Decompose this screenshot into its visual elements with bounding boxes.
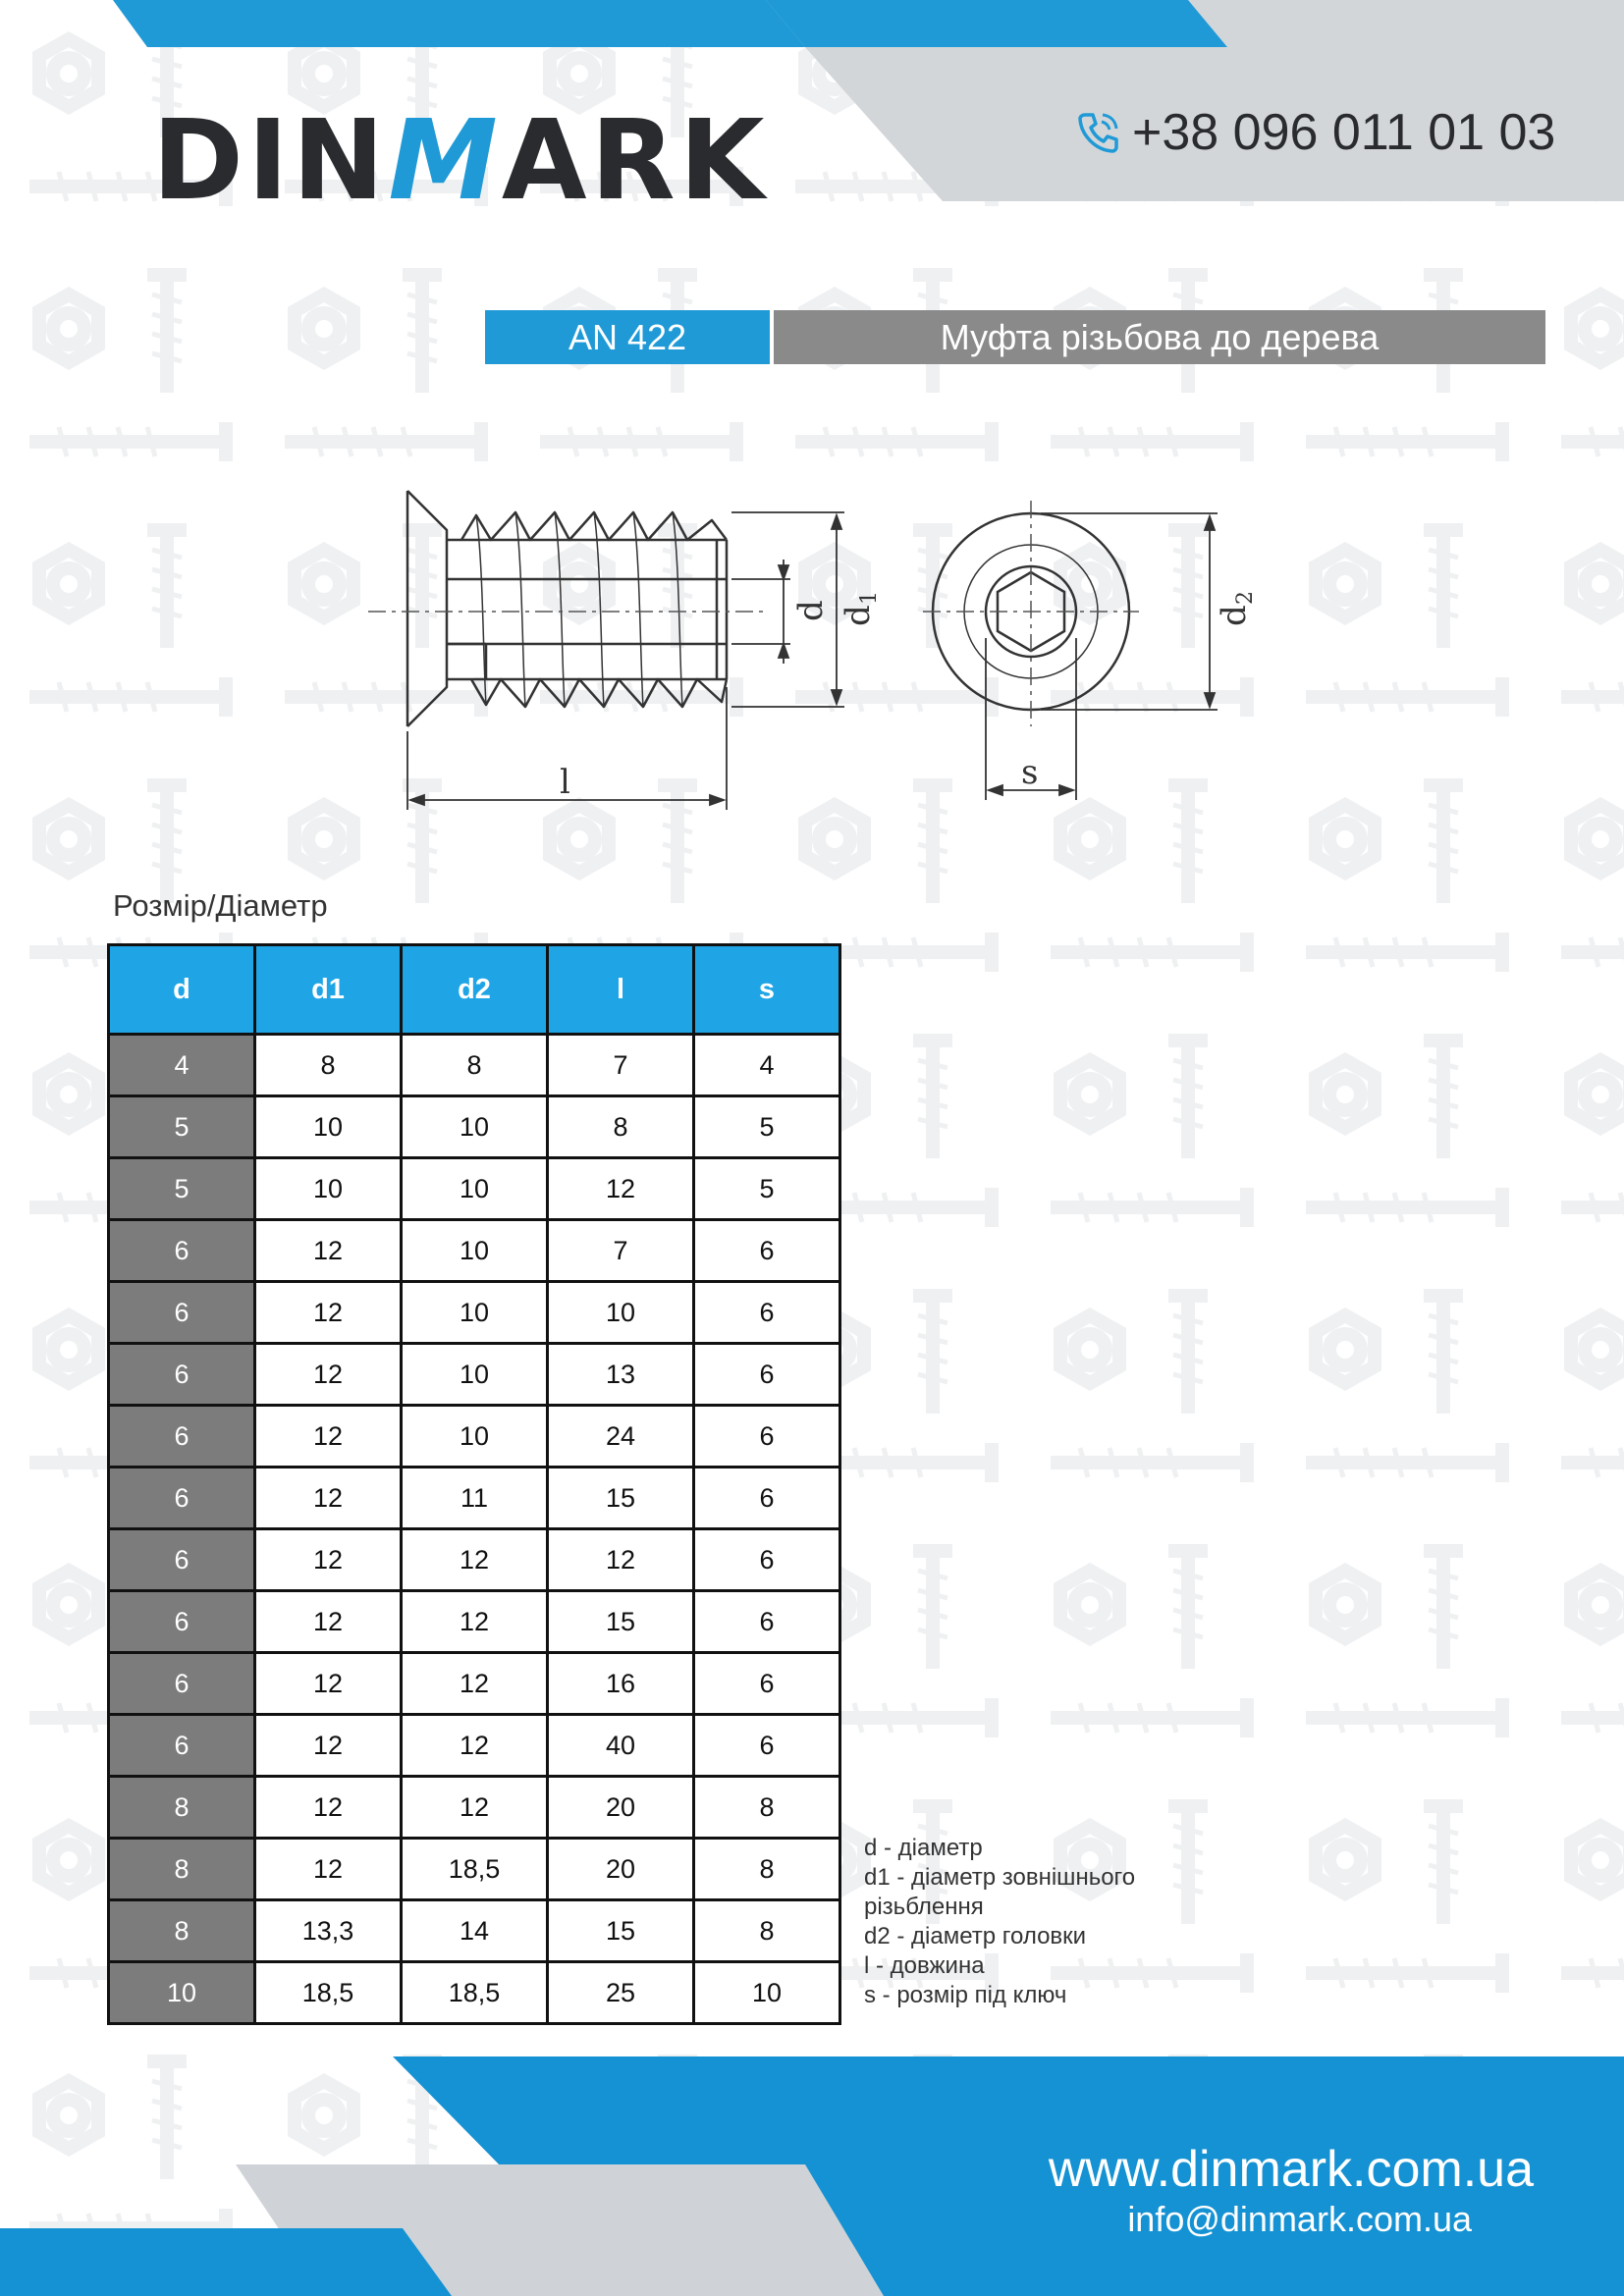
technical-drawing	[353, 461, 1258, 834]
table-cell-s: 6	[694, 1282, 840, 1344]
table-cell-d: 8	[109, 1839, 255, 1900]
table-cell-s: 6	[694, 1715, 840, 1777]
table-cell-s: 8	[694, 1777, 840, 1839]
column-header: d1	[255, 945, 402, 1035]
table-cell-l: 15	[548, 1468, 694, 1529]
table-cell-s: 8	[694, 1900, 840, 1962]
phone-icon	[1075, 109, 1122, 156]
dim-label-d2: d	[1215, 605, 1254, 626]
table-cell-d2: 10	[402, 1406, 548, 1468]
table-cell-d: 6	[109, 1344, 255, 1406]
table-cell-s: 6	[694, 1529, 840, 1591]
table-cell-d: 6	[109, 1220, 255, 1282]
table-cell-l: 24	[548, 1406, 694, 1468]
table-cell-s: 6	[694, 1406, 840, 1468]
table-row	[109, 1839, 840, 1900]
table-cell-d: 10	[109, 1962, 255, 2024]
table-cell-s: 6	[694, 1468, 840, 1529]
column-header: l	[548, 945, 694, 1035]
legend	[864, 1834, 1198, 2010]
table-cell-s: 5	[694, 1158, 840, 1220]
table-cell-l: 7	[548, 1220, 694, 1282]
column-header: d	[109, 945, 255, 1035]
table-cell-s: 6	[694, 1653, 840, 1715]
email-link[interactable]: info@dinmark.com.ua	[1127, 2199, 1472, 2239]
legend-item: d1 - діаметр зовнішнього різьблення	[864, 1864, 1136, 1920]
table-cell-d1: 13,3	[255, 1900, 402, 1962]
legend-item: l - довжина	[864, 1952, 985, 1979]
table-cell-d2: 12	[402, 1529, 548, 1591]
table-cell-l: 8	[548, 1096, 694, 1158]
table-cell-d2: 12	[402, 1777, 548, 1839]
table-cell-s: 4	[694, 1035, 840, 1096]
table-cell-d: 5	[109, 1096, 255, 1158]
legend-item: s - розмір під ключ	[864, 1982, 1067, 2008]
phone-number: +38 096 011 01 03	[1132, 104, 1556, 161]
table-cell-d: 8	[109, 1777, 255, 1839]
table-row	[109, 1344, 840, 1406]
table-cell-d: 6	[109, 1529, 255, 1591]
table-cell-l: 7	[548, 1035, 694, 1096]
website-link[interactable]: www.dinmark.com.ua	[1048, 2141, 1534, 2198]
product-code: AN 422	[485, 310, 770, 364]
dim-label-s: s	[1021, 753, 1039, 792]
dim-label-d: d	[791, 600, 831, 621]
column-header: d2	[402, 945, 548, 1035]
table-cell-s: 10	[694, 1962, 840, 2024]
dim-label-l: l	[560, 763, 570, 802]
table-row	[109, 1468, 840, 1529]
legend-item: d2 - діаметр головки	[864, 1923, 1087, 1949]
table-cell-d1: 12	[255, 1529, 402, 1591]
table-cell-d: 6	[109, 1282, 255, 1344]
table-cell-d2: 18,5	[402, 1962, 548, 2024]
table-cell-s: 8	[694, 1839, 840, 1900]
table-row	[109, 1096, 840, 1158]
table-cell-d: 6	[109, 1715, 255, 1777]
table-row	[109, 1529, 840, 1591]
table-row	[109, 1653, 840, 1715]
table-cell-d: 5	[109, 1158, 255, 1220]
table-cell-d1: 12	[255, 1406, 402, 1468]
table-cell-d1: 18,5	[255, 1962, 402, 2024]
table-cell-d2: 11	[402, 1468, 548, 1529]
table-cell-d1: 12	[255, 1715, 402, 1777]
table-row	[109, 1158, 840, 1220]
table-cell-d2: 12	[402, 1715, 548, 1777]
table-cell-d2: 18,5	[402, 1839, 548, 1900]
table-cell-d1: 12	[255, 1653, 402, 1715]
table-cell-d: 8	[109, 1900, 255, 1962]
table-cell-l: 16	[548, 1653, 694, 1715]
dimension-table	[107, 943, 841, 2025]
table-cell-d1: 12	[255, 1468, 402, 1529]
table-cell-d2: 12	[402, 1591, 548, 1653]
table-cell-d2: 10	[402, 1220, 548, 1282]
table-cell-l: 15	[548, 1900, 694, 1962]
table-row	[109, 1282, 840, 1344]
table-cell-l: 20	[548, 1839, 694, 1900]
table-cell-d2: 10	[402, 1282, 548, 1344]
table-header-row	[109, 945, 840, 1035]
table-cell-l: 12	[548, 1529, 694, 1591]
table-cell-s: 5	[694, 1096, 840, 1158]
table-cell-d: 6	[109, 1653, 255, 1715]
table-row	[109, 1715, 840, 1777]
table-cell-s: 6	[694, 1344, 840, 1406]
table-cell-d1: 8	[255, 1035, 402, 1096]
table-cell-d: 4	[109, 1035, 255, 1096]
table-cell-d1: 12	[255, 1344, 402, 1406]
table-cell-d2: 10	[402, 1344, 548, 1406]
dim-label-d1-sub: 1	[857, 591, 882, 605]
table-cell-d1: 12	[255, 1282, 402, 1344]
table-cell-d1: 12	[255, 1591, 402, 1653]
table-cell-d: 6	[109, 1591, 255, 1653]
table-cell-d2: 10	[402, 1158, 548, 1220]
phone-block[interactable]	[1075, 103, 1555, 162]
table-cell-d1: 12	[255, 1220, 402, 1282]
table-cell-l: 15	[548, 1591, 694, 1653]
column-header: s	[694, 945, 840, 1035]
table-row	[109, 1220, 840, 1282]
table-row	[109, 1777, 840, 1839]
dinmark-logo: DINMARK	[152, 97, 769, 225]
table-cell-d1: 10	[255, 1158, 402, 1220]
legend-item: d - діаметр	[864, 1835, 983, 1861]
table-cell-d2: 10	[402, 1096, 548, 1158]
product-name: Муфта різьбова до дерева	[774, 310, 1545, 364]
table-cell-d1: 12	[255, 1839, 402, 1900]
table-cell-d2: 12	[402, 1653, 548, 1715]
table-row	[109, 1035, 840, 1096]
table-caption: Розмір/Діаметр	[113, 888, 328, 923]
table-cell-d: 6	[109, 1406, 255, 1468]
table-cell-d: 6	[109, 1468, 255, 1529]
table-row	[109, 1962, 840, 2024]
dim-label-d1: d	[839, 605, 878, 626]
table-row	[109, 1406, 840, 1468]
table-cell-s: 6	[694, 1220, 840, 1282]
dim-label-d2-sub: 2	[1233, 591, 1258, 605]
table-cell-l: 10	[548, 1282, 694, 1344]
table-cell-l: 12	[548, 1158, 694, 1220]
table-row	[109, 1900, 840, 1962]
table-cell-s: 6	[694, 1591, 840, 1653]
table-cell-l: 20	[548, 1777, 694, 1839]
table-cell-d2: 14	[402, 1900, 548, 1962]
table-row	[109, 1591, 840, 1653]
table-cell-d1: 10	[255, 1096, 402, 1158]
title-bar	[485, 310, 1545, 364]
table-cell-l: 13	[548, 1344, 694, 1406]
table-cell-l: 40	[548, 1715, 694, 1777]
table-cell-l: 25	[548, 1962, 694, 2024]
table-cell-d2: 8	[402, 1035, 548, 1096]
table-cell-d1: 12	[255, 1777, 402, 1839]
